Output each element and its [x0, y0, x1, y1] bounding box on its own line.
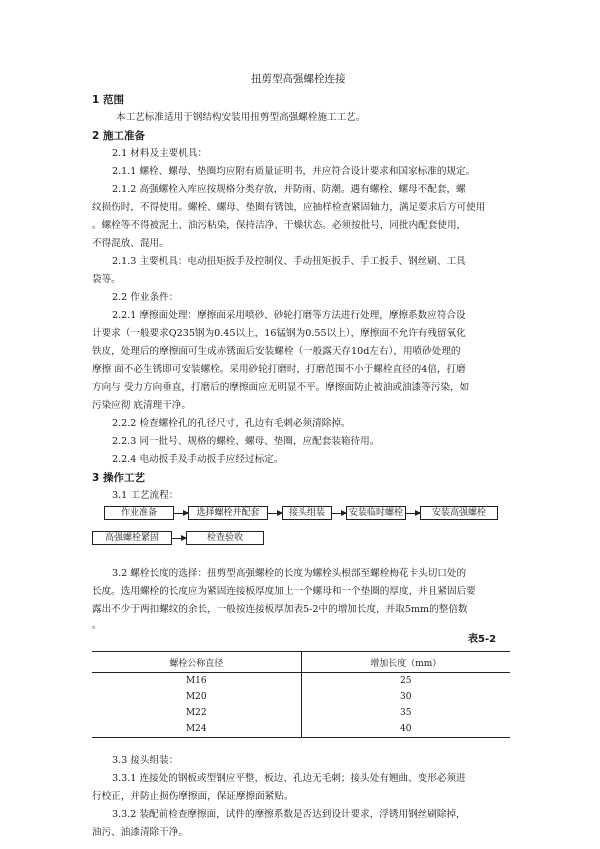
table-label: 表5-2 [468, 634, 497, 645]
document-title: 扭剪型高强螺栓连接 [251, 73, 346, 85]
table-row [92, 673, 510, 690]
clause-2-2-3: 2.2.3 同一批号、规格的螺栓、螺母、垫圈，应配套装箱待用。 [112, 436, 380, 447]
clause-3-3-2-line-1: 3.3.2 装配前检查摩擦面，试件的摩擦系数是否达到设计要求，浮锈用钢丝刷除掉， [112, 809, 466, 820]
clause-3-2-line-1: 3.2 螺栓长度的选择：扭剪型高强螺栓的长度为螺栓头根部至螺栓梅花卡头切口处的 [112, 568, 467, 579]
section-1-heading: 1 范围 [92, 94, 124, 106]
clause-2-1-2-line-1: 2.1.2 高强螺栓入库应按规格分类存放，并防雨、防潮。遇有螺栓、螺母不配套，螺 [112, 184, 466, 195]
clause-3-2-line-4: 。 [92, 620, 102, 631]
clause-2-2-1-line-2: 计要求（一般要求Q235钢为0.45以上，16锰钢为0.55以上），摩擦面不允许有残留氧化 [92, 328, 466, 339]
table-row [92, 705, 510, 721]
clause-2-2-4: 2.2.4 电动扳手及手动扳手应经过标定。 [112, 454, 284, 465]
section-3-heading: 3 操作工艺 [92, 472, 145, 484]
table-cell-diameter: M20 [92, 689, 301, 705]
bolt-length-table [92, 651, 510, 738]
table-row [92, 689, 510, 705]
clause-2-1-1: 2.1.1 螺栓、螺母、垫圈均应附有质量证明书，并应符合设计要求和国家标准的规定。 [112, 166, 476, 177]
clause-2-1-2-line-2: 纹损伤时，不得使用。螺栓、螺母、垫圈有锈蚀，应抽样检查紧固轴力，满足要求后方可使用 [92, 202, 486, 213]
clause-2-2-1-line-4: 摩擦 面不必生锈即可安装螺栓。采用砂轮打磨时，打磨范围不小于螺栓直径的4倍，打磨 [92, 364, 466, 375]
table-cell-diameter: M22 [92, 705, 301, 721]
clause-2-2: 2.2 作业条件： [112, 292, 179, 303]
flow-step-6: 高强螺栓紧固 [92, 531, 172, 545]
flow-arrow-3 [332, 513, 346, 514]
table-cell-length: 30 [400, 692, 412, 702]
clause-2-1: 2.1 材料及主要机具： [112, 148, 208, 159]
clause-3-1: 3.1 工艺流程： [112, 490, 179, 501]
clause-2-2-1-line-3: 铁皮，处理后的摩擦面可生成赤锈面后安装螺栓（一般露天存10d左右），用喷砂处理的 [92, 346, 461, 357]
clause-3-3: 3.3 接头组装： [112, 755, 179, 766]
clause-2-1-2-line-4: 不得混放、混用。 [92, 238, 169, 249]
clause-3-2-line-2: 长度。选用螺栓的长度应为紧固连接板厚度加上一个螺母和一个垫圈的厚度，并且紧固后要 [92, 586, 476, 597]
flow-step-4: 安装临时螺栓 [346, 506, 406, 520]
flow-arrow-5 [172, 538, 186, 539]
clause-2-2-1-line-5: 方向与 受力方向垂直，打磨后的摩擦面应无明显不平。摩擦面防止被油或油漆等污染，如 [92, 382, 470, 393]
section-1-body: 本工艺标准适用于钢结构安装用扭剪型高强螺栓施工工艺。 [116, 112, 366, 123]
clause-2-1-2-line-3: 。螺栓等不得被泥土、油污粘染，保持洁净、干燥状态。必须按批号，同批内配套使用， [92, 220, 467, 231]
flow-step-5: 安装高强螺栓 [420, 506, 498, 520]
clause-2-1-3-line-1: 2.1.3 主要机具：电动扭矩扳手及控制仪、手动扭矩扳手、手工扳手、钢丝刷、工具 [112, 256, 466, 267]
section-2-heading: 2 施工准备 [92, 130, 145, 142]
table-cell-length: 40 [301, 721, 510, 738]
clause-2-2-1-line-1: 2.2.1 摩擦面处理：摩擦面采用喷砂、砂轮打磨等方法进行处理，摩擦系数应符合设 [112, 310, 466, 321]
clause-3-3-2-line-2: 油污、油漆清除干净。 [92, 827, 188, 838]
flow-step-1: 作业准备 [104, 506, 174, 520]
flow-arrow-2 [268, 513, 282, 514]
clause-2-1-3-line-2: 袋等。 [92, 274, 121, 285]
flow-arrow-1 [174, 513, 188, 514]
flow-step-7: 检查验收 [186, 531, 264, 545]
table-cell-length: 35 [400, 708, 412, 718]
clause-2-2-1-line-6: 污染应彻 底清理干净。 [92, 400, 191, 411]
flow-step-3: 接头组装 [282, 506, 332, 520]
table-header-diameter: 螺栓公称直径 [92, 652, 301, 673]
clause-3-2-line-3: 露出不少于两扣螺纹的余长，一般按连接板厚加表5-2中的增加长度，并取5mm的整倍数 [92, 604, 468, 615]
clause-3-3-1-line-2: 行校正，并防止损伤摩擦面，保证摩擦面紧贴。 [92, 791, 294, 802]
table-header-row [92, 652, 510, 673]
flow-arrow-4 [406, 513, 420, 514]
clause-2-2-2: 2.2.2 检查螺栓孔的孔径尺寸，孔边有毛刺必须清除掉。 [112, 418, 351, 429]
table-cell-diameter: M16 [92, 673, 301, 690]
table-cell-length: 25 [400, 676, 412, 686]
clause-3-3-1-line-1: 3.3.1 连接处的钢板或型钢应平整，板边、孔边无毛刺；接头处有翘曲、变形必须进 [112, 773, 466, 784]
table-row [92, 721, 510, 738]
table-header-added-length: 增加长度（mm） [301, 652, 510, 673]
flow-step-2: 选择螺栓并配套 [188, 506, 268, 520]
table-cell-diameter: M24 [92, 721, 301, 738]
